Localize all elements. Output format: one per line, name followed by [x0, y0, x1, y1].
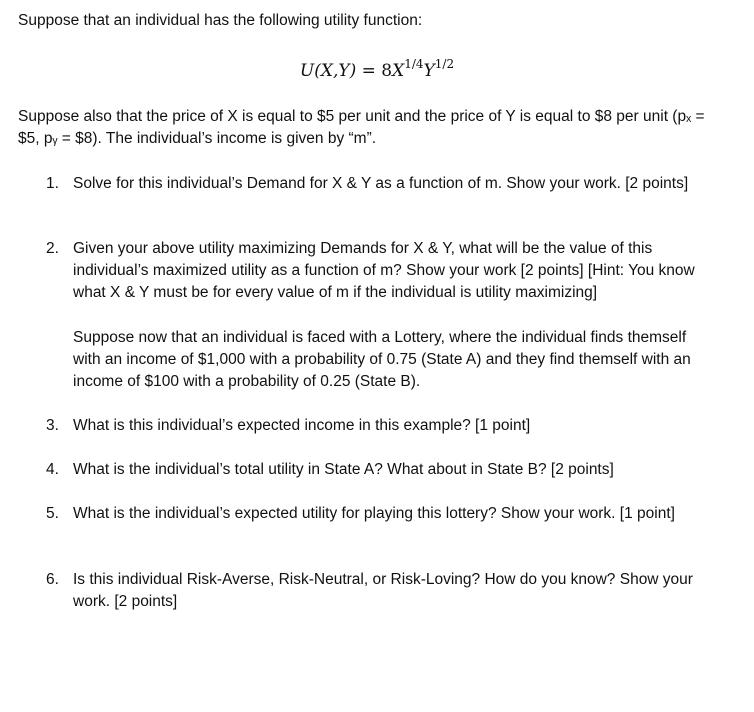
formula-var-x: X [392, 61, 405, 81]
question-number: 6. [46, 571, 59, 588]
formula-var-y: Y [423, 61, 435, 81]
formula-coefficient: 8 [381, 61, 393, 81]
question-text: What is the individual’s total utility in State A? What about in State B? [2 points] [73, 461, 614, 478]
question-1 [46, 173, 696, 195]
question-number: 4. [46, 461, 59, 478]
question-5 [46, 503, 696, 525]
intro-text: Suppose that an individual has the following utility function: [18, 12, 423, 29]
formula-lhs: U(X,Y) [299, 61, 357, 81]
question-number: 5. [46, 505, 59, 522]
question-3 [46, 415, 696, 437]
formula-equals: = [361, 61, 376, 81]
question-text: What is this individual’s expected income in this example? [1 point] [73, 417, 531, 434]
question-4 [46, 459, 696, 481]
price-paragraph: Suppose also that the price of X is equal to $5 per unit and the price of Y is equal to $8 per unit (pₓ = $5, pᵧ = $8). The individual’s income is given by “m”. [18, 108, 705, 147]
question-text: Is this individual Risk-Averse, Risk-Neutral, or Risk-Loving? How do you know? Show your work. [2 points] [73, 571, 693, 610]
question-2 [46, 238, 696, 304]
utility-formula [0, 58, 754, 84]
question-text: What is the individual’s expected utility for playing this lottery? Show your work. [1 point] [73, 505, 675, 522]
question-text: Given your above utility maximizing Demands for X & Y, what will be the value of this individual’s maximized utility as a function of m? Show your work [2 points] [Hint: You know what X & Y must be for every value of m if the individual is utility maximizing] [73, 240, 695, 301]
question-text: Solve for this individual’s Demand for X & Y as a function of m. Show your work. [2 points] [73, 175, 689, 192]
question-6 [46, 569, 696, 613]
question-number: 2. [46, 240, 59, 257]
formula-exp-y: 1/2 [434, 57, 455, 71]
question-number: 3. [46, 417, 59, 434]
formula-exp-x: 1/4 [404, 57, 424, 71]
lottery-paragraph: Suppose now that an individual is faced with a Lottery, where the individual finds themself with an income of $1,000 with a probability of 0.75 (State A) and they find themself with an income of $100 with a probability of 0.25 (State B). [73, 329, 691, 390]
question-number: 1. [46, 175, 59, 192]
